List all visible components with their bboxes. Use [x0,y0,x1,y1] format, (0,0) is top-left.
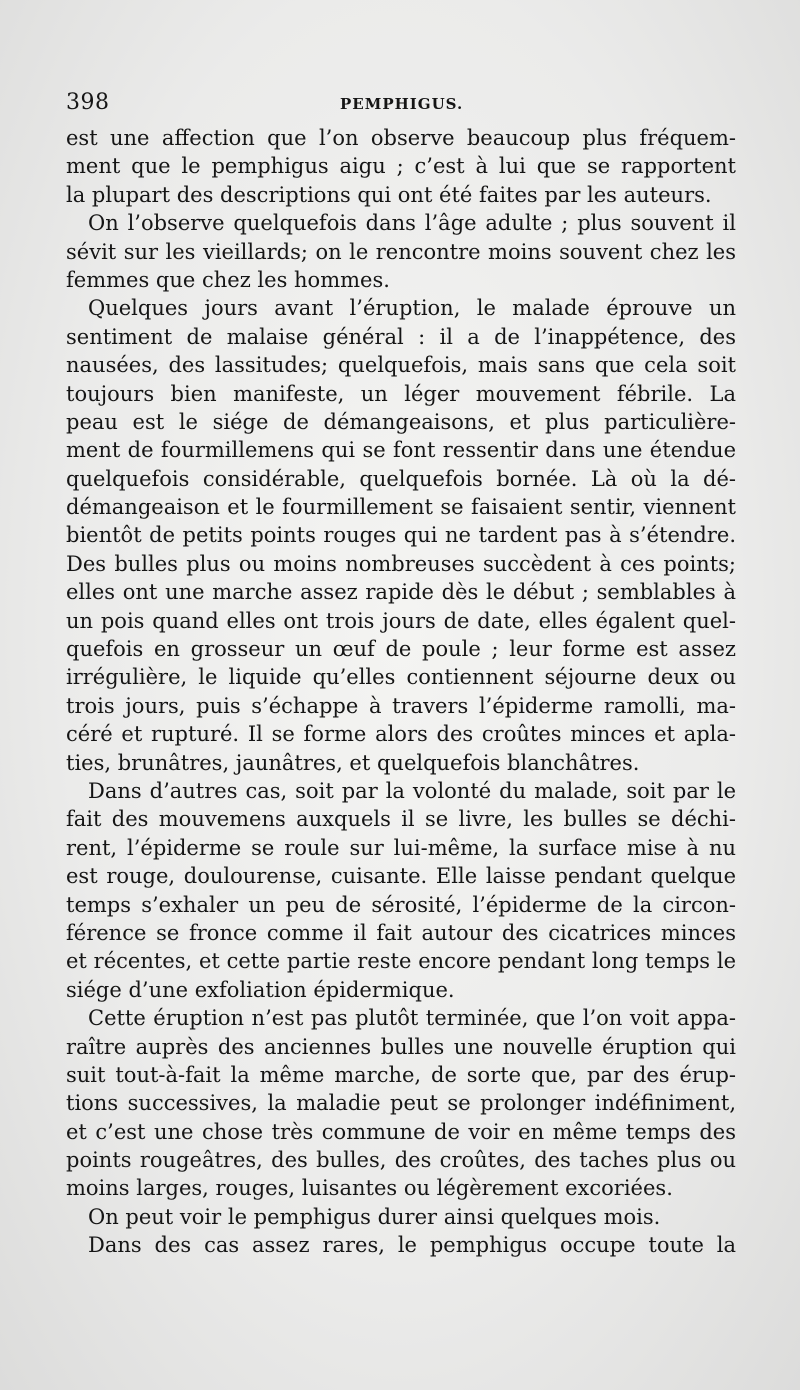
text-line: siége d’une exfoliation épidermique. [66,977,455,1002]
text-line: On peut voir le pemphigus durer ainsi quelques mois. [88,1204,661,1229]
text-line: fait des mouvemens auxquels il se livre, les bulles se déchi- [66,807,736,832]
text-line: sévit sur les vieillards; on le rencontre moins souvent chez les [66,239,736,264]
text-line: rent, l’épiderme se roule sur lui-même, la surface mise à nu [66,835,736,860]
text-line: suit tout-à-fait la même marche, de sorte que, par des érup- [66,1062,736,1087]
text-line: ties, brunâtres, jaunâtres, et quelquefois blanchâtres. [66,750,640,775]
text-line: points rougeâtres, des bulles, des croûtes, des taches plus ou [66,1148,736,1173]
text-line: ment que le pemphigus aigu ; c’est à lui que se rapportent [66,154,736,179]
text-line: temps s’exhaler un peu de sérosité, l’épiderme de la circon- [66,892,736,917]
running-head: PEMPHIGUS. [340,95,464,113]
text-line: trois jours, puis s’échappe à travers l’épiderme ramolli, ma- [66,693,736,718]
text-line: nausées, des lassitudes; quelquefois, mais sans que cela soit [66,353,736,378]
text-line: On l’observe quelquefois dans l’âge adulte ; plus souvent il [88,211,736,236]
text-line: moins larges, rouges, luisantes ou légèrement excoriées. [66,1176,673,1201]
text-line: est une affection que l’on observe beaucoup plus fréquem- [66,126,736,150]
text-line: et c’est une chose très commune de voir en même temps des [66,1119,736,1144]
text-line: quelquefois considérable, quelquefois bornée. Là où la dé- [66,466,736,491]
page-header [66,90,736,124]
text-line: Cette éruption n’est pas plutôt terminée, que l’on voit appa- [88,1006,736,1031]
text-line: irrégulière, le liquide qu’elles contiennent séjourne deux ou [66,665,736,690]
page-number: 398 [66,90,110,115]
text-line: elles ont une marche assez rapide dès le début ; semblables à [66,580,736,605]
text-line: Dans d’autres cas, soit par la volonté du malade, soit par le [88,778,736,803]
text-line: sentiment de malaise général : il a de l’inappétence, des [66,324,736,349]
text-line: démangeaison et le fourmillement se faisaient sentir, viennent [66,495,736,520]
text-line: peau est le siége de démangeaisons, et plus particulière- [66,409,736,434]
text-line: Des bulles plus ou moins nombreuses succèdent à ces points; [66,551,736,576]
text-line: la plupart des descriptions qui ont été faites par les auteurs. [66,182,712,207]
text-line: céré et rupturé. Il se forme alors des croûtes minces et apla- [66,722,736,747]
text-line: férence se fronce comme il fait autour des cicatrices minces [66,920,736,945]
text-line: tions successives, la maladie peut se prolonger indéfiniment, [66,1091,736,1116]
text-line: toujours bien manifeste, un léger mouvement fébrile. La [66,381,736,406]
text-line: raître auprès des anciennes bulles une nouvelle éruption qui [66,1034,736,1059]
text-line: bientôt de petits points rouges qui ne tardent pas à s’étendre. [66,523,736,548]
text-line: est rouge, doulourense, cuisante. Elle laisse pendant quelque [66,864,736,889]
text-line: Quelques jours avant l’éruption, le malade éprouve un [88,296,736,321]
text-line: et récentes, et cette partie reste encore pendant long temps le [66,949,736,974]
text-line: un pois quand elles ont trois jours de date, elles égalent quel- [66,608,736,633]
body-text [66,124,736,1260]
text-line: Dans des cas assez rares, le pemphigus occupe toute la [88,1233,736,1258]
text-line: femmes que chez les hommes. [66,267,390,292]
text-line: ment de fourmillemens qui se font ressentir dans une étendue [66,438,736,463]
text-line: quefois en grosseur un œuf de poule ; leur forme est assez [66,637,736,662]
